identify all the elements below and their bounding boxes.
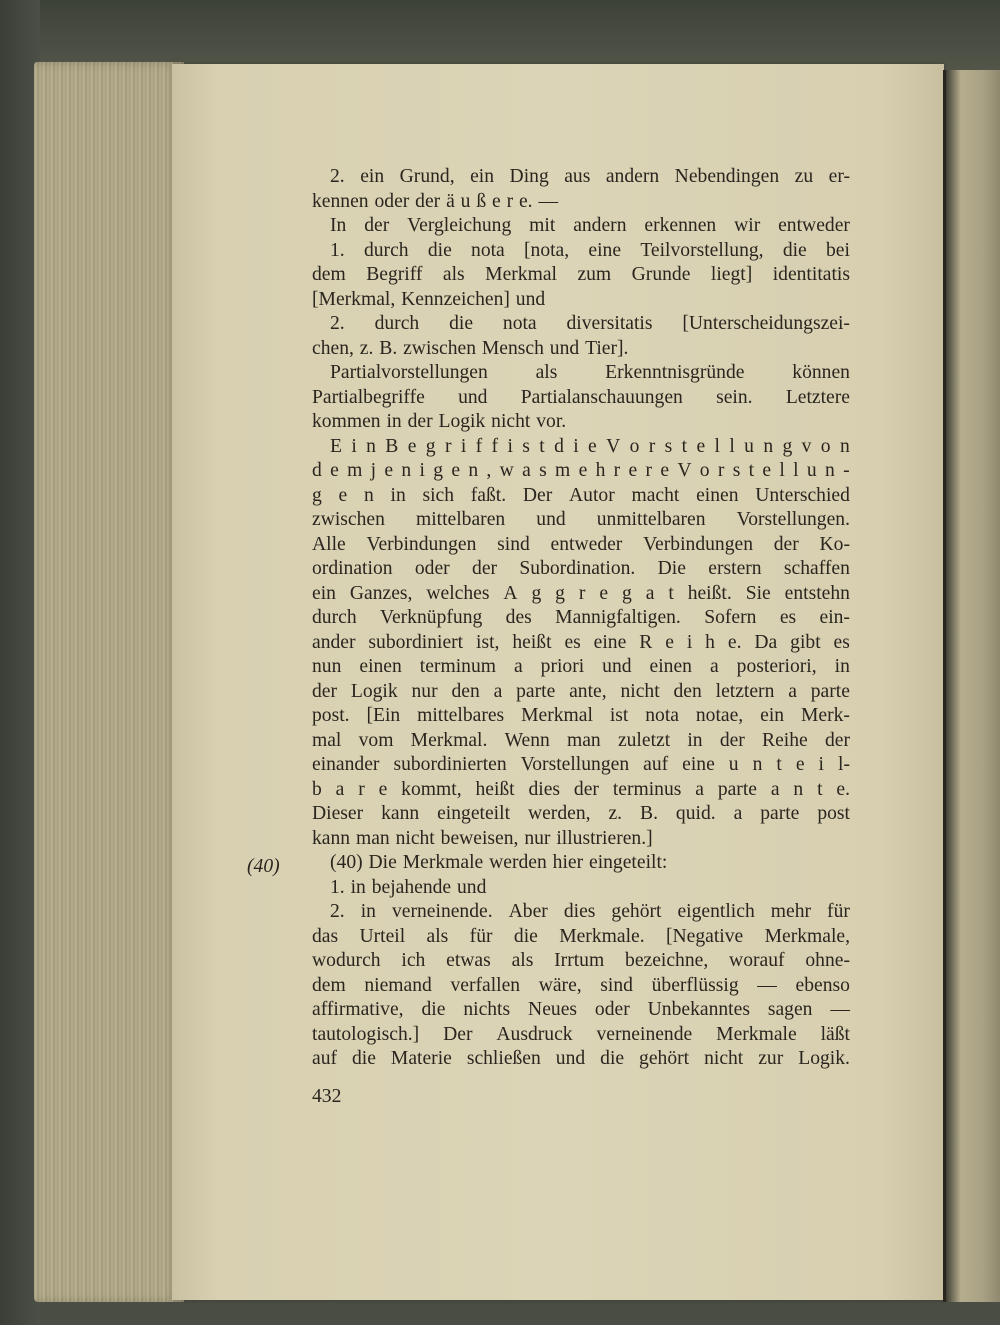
- text-line: 2. in verneinende. Aber dies gehört eigentlich mehr für: [330, 901, 850, 922]
- text-line: kennen oder der ä u ß e r e. —: [312, 190, 559, 212]
- text-line: Partialvorstellungen als Erkenntnisgründe können: [330, 362, 850, 383]
- text-line: ordination oder der Subordination. Die erstern schaffen: [312, 558, 850, 579]
- text-line: Dieser kann eingeteilt werden, z. B. quid. a parte post: [312, 803, 850, 824]
- page-number: 432: [312, 1086, 342, 1107]
- text-line: affirmative, die nichts Neues oder Unbekanntes sagen —: [312, 999, 850, 1020]
- text-line: dem niemand verfallen wäre, sind überflüssig — ebenso: [312, 974, 850, 996]
- text-line: g e n in sich faßt. Der Autor macht einen Unterschied: [312, 484, 850, 506]
- text-line: der Logik nur den a parte ante, nicht den letztern a parte: [312, 680, 850, 702]
- margin-reference-number: (40): [247, 856, 280, 877]
- text-line: In der Vergleichung mit andern erkennen wir entweder: [330, 215, 850, 236]
- text-line: zwischen mittelbaren und unmittelbaren Vorstellungen.: [312, 509, 850, 530]
- text-line: b a r e kommt, heißt dies der terminus a parte a n t e.: [312, 778, 850, 800]
- text-line: chen, z. B. zwischen Mensch und Tier].: [312, 337, 629, 359]
- text-line: mal vom Merkmal. Wenn man zuletzt in der Reihe der: [312, 729, 850, 751]
- text-line: durch Verknüpfung des Mannigfaltigen. Sofern es ein-: [312, 607, 850, 628]
- text-line: kann man nicht beweisen, nur illustrieren.]: [312, 827, 653, 849]
- text-line: einander subordinierten Vorstellungen auf eine u n t e i l-: [312, 754, 850, 775]
- text-line: d e m j e n i g e n , w a s m e h r e r e V o r s t e l l u n -: [312, 460, 850, 481]
- text-line: nun einen terminum a priori und einen a posteriori, in: [312, 656, 850, 677]
- text-line: Alle Verbindungen sind entweder Verbindungen der Ko-: [312, 533, 850, 555]
- text-line: 2. ein Grund, ein Ding aus andern Nebendingen zu er-: [330, 166, 850, 187]
- text-line: Partialbegriffe und Partialanschauungen sein. Letztere: [312, 386, 850, 408]
- book-gutter: [943, 70, 946, 1302]
- scan-background-top: [0, 0, 1000, 70]
- page-text-block: [312, 165, 850, 1072]
- text-line: dem Begriff als Merkmal zum Grunde liegt] identitatis: [312, 264, 850, 285]
- text-line: ander subordiniert ist, heißt es eine R e i h e. Da gibt es: [312, 631, 850, 653]
- text-line: auf die Materie schließen und die gehört nicht zur Logik.: [312, 1048, 850, 1069]
- text-line: post. [Ein mittelbares Merkmal ist nota notae, ein Merk-: [312, 705, 850, 726]
- text-line: (40) Die Merkmale werden hier eingeteilt:: [330, 852, 668, 873]
- text-line: E i n B e g r i f f i s t d i e V o r s t e l l u n g v o n: [330, 435, 850, 457]
- text-line: wodurch ich etwas als Irrtum bezeichne, worauf ohne-: [312, 950, 850, 971]
- book-page-edges: [34, 62, 184, 1302]
- text-line: [Merkmal, Kennzeichen] und: [312, 288, 546, 310]
- text-line: tautologisch.] Der Ausdruck verneinende Merkmale läßt: [312, 1023, 850, 1045]
- text-line: ein Ganzes, welches A g g r e g a t heißt. Sie entstehn: [312, 582, 850, 604]
- facing-page-edge: [944, 70, 1000, 1302]
- text-line: das Urteil als für die Merkmale. [Negative Merkmale,: [312, 925, 850, 947]
- text-line: 1. in bejahende und: [330, 876, 487, 898]
- text-line: kommen in der Logik nicht vor.: [312, 411, 567, 432]
- text-line: 1. durch die nota [nota, eine Teilvorstellung, die bei: [330, 239, 850, 261]
- text-line: 2. durch die nota diversitatis [Unterscheidungszei-: [330, 313, 850, 334]
